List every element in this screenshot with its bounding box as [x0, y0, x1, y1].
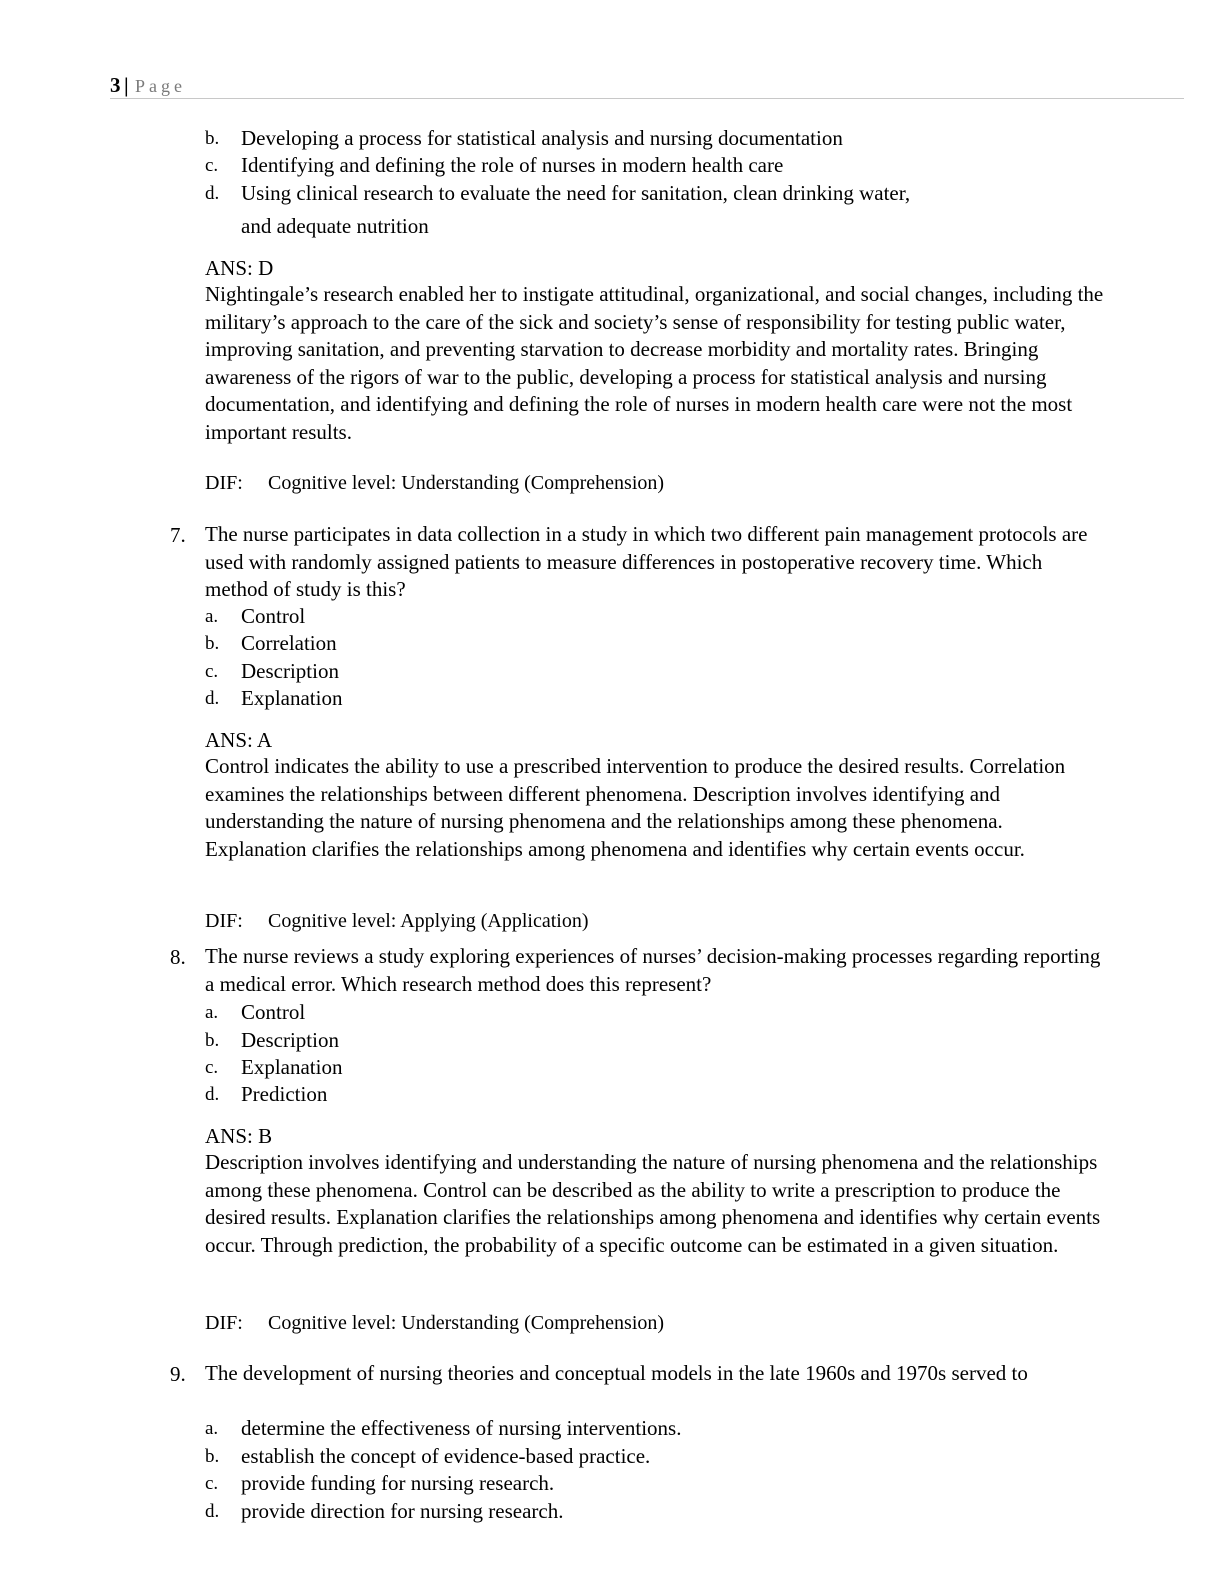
prev-answer: ANS: D [205, 256, 274, 280]
question-number-8: 8. [170, 945, 186, 969]
page-header [110, 72, 1184, 99]
dif-value: Cognitive level: Understanding (Comprehension) [268, 472, 665, 494]
dif-label: DIF: [205, 910, 243, 932]
option-text: and adequate nutrition [241, 214, 429, 238]
option-letter: c. [205, 1473, 219, 1494]
option-text: establish the concept of evidence-based practice. [241, 1444, 651, 1468]
q8-answer: ANS: B [205, 1124, 273, 1148]
option-text: provide funding for nursing research. [241, 1471, 555, 1495]
option-text: Developing a process for statistical analysis and nursing documentation [241, 126, 843, 150]
option-letter: d. [205, 1501, 220, 1522]
option-text: Control [241, 1000, 306, 1024]
option-letter: b. [205, 1030, 220, 1051]
dif-label: DIF: [205, 1312, 243, 1334]
option-letter: c. [205, 155, 219, 176]
option-text: Using clinical research to evaluate the need for sanitation, clean drinking water, [241, 181, 911, 205]
option-letter: d. [205, 688, 220, 709]
q7-answer: ANS: A [205, 728, 273, 752]
option-text: Explanation [241, 686, 343, 710]
q7-rationale: Control indicates the ability to use a prescribed intervention to produce the desired results. Correlation examines the relationships between different phenomena. Description involves identifying and understanding the nature of nursing phenomena and the relationships among these phenomena. Explanation clarifies the relationships among phenomena and identifies why certain events occur. [205, 754, 1066, 861]
option-letter: a. [205, 606, 219, 627]
dif-value: Cognitive level: Understanding (Comprehension) [268, 1312, 665, 1334]
option-letter: c. [205, 1057, 219, 1078]
option-text: Control [241, 604, 306, 628]
dif-value: Cognitive level: Applying (Application) [268, 910, 589, 932]
option-letter: a. [205, 1002, 219, 1023]
option-letter: c. [205, 661, 219, 682]
option-letter: b. [205, 1446, 220, 1467]
question-stem-9: The development of nursing theories and conceptual models in the late 1960s and 1970s served to [205, 1361, 1028, 1385]
question-stem-8: The nurse reviews a study exploring experiences of nurses’ decision-making processes regarding reporting a medical error. Which research method does this represent? [205, 944, 1101, 996]
page-number: 3 [110, 73, 121, 97]
option-text: Correlation [241, 631, 337, 655]
question-stem-7: The nurse participates in data collection in a study in which two different pain management protocols are used with randomly assigned patients to measure differences in postoperative recovery time. Which method of study is this? [205, 522, 1088, 601]
option-letter: d. [205, 1084, 220, 1105]
option-text: provide direction for nursing research. [241, 1499, 564, 1523]
option-text: determine the effectiveness of nursing interventions. [241, 1416, 682, 1440]
option-letter: b. [205, 128, 220, 149]
option-text: Description [241, 659, 339, 683]
option-letter: d. [205, 183, 220, 204]
question-number-9: 9. [170, 1362, 186, 1386]
page-separator: | [124, 73, 129, 97]
question-number-7: 7. [170, 523, 186, 547]
option-text: Description [241, 1028, 339, 1052]
dif-label: DIF: [205, 472, 243, 494]
q8-rationale: Description involves identifying and understanding the nature of nursing phenomena and the relationships among these phenomena. Control can be described as the ability to write a prescription to produce the desired results. Explanation clarifies the relationships among phenomena and identifies why certain events occur. Through prediction, the probability of a specific outcome can be estimated in a given situation. [205, 1150, 1101, 1257]
option-letter: b. [205, 633, 220, 654]
option-text: Prediction [241, 1082, 328, 1106]
option-text: Identifying and defining the role of nurses in modern health care [241, 153, 784, 177]
option-text: Explanation [241, 1055, 343, 1079]
prev-rationale: Nightingale’s research enabled her to instigate attitudinal, organizational, and social changes, including the military’s approach to the care of the sick and society’s sense of responsibility for testing public water, improving sanitation, and preventing starvation to decrease morbidity and mortality rates. Bringing awareness of the rigors of war to the public, developing a process for statistical analysis and nursing documentation, and identifying and defining the role of nurses in modern health care were not the most important results. [205, 282, 1104, 444]
page-word: Page [135, 76, 186, 96]
option-letter: a. [205, 1418, 219, 1439]
